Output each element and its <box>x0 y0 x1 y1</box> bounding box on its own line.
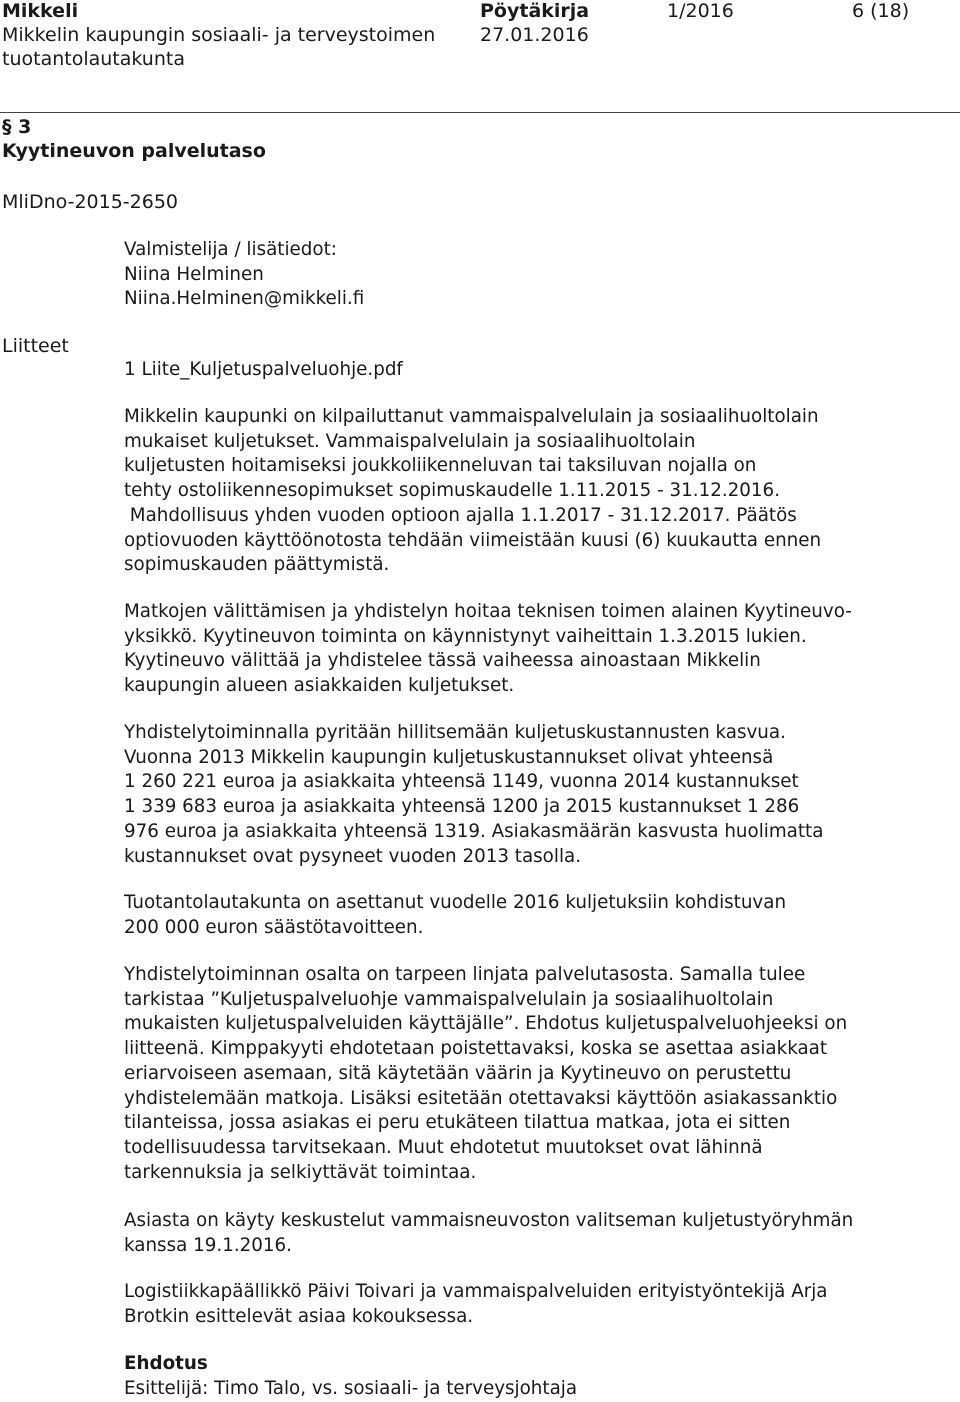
text-line: Logistiikkapäällikkö Päivi Toivari ja vammaispalveluiden erityistyöntekijä Arja <box>124 1281 828 1302</box>
text-line: Asiasta on käyty keskustelut vammaisneuvoston valitseman kuljetustyöryhmän <box>124 1210 854 1231</box>
text-line: tarkennuksia ja selkiyttävät toimintaa. <box>124 1161 477 1183</box>
paragraph-3 <box>124 721 914 869</box>
paragraph-2 <box>124 600 914 699</box>
header-doc-type: Pöytäkirja <box>480 0 590 22</box>
attachments-label: Liitteet <box>2 335 69 357</box>
text-line: tarkistaa ”Kuljetuspalveluohje vammaispalvelulain ja sosiaalihuoltolain <box>124 988 774 1010</box>
page-header <box>0 0 960 113</box>
text-line: 200 000 euron säästötavoitteen. <box>124 916 424 938</box>
paragraph-1 <box>124 405 914 578</box>
text-line: todellisuudessa tarvitsekaan. Muut ehdotetut muutokset ovat lähinnä <box>124 1136 763 1158</box>
paragraph-6 <box>124 1209 914 1258</box>
text-line: mukaiset kuljetukset. Vammaispalvelulain ja sosiaalihuoltolain <box>124 430 696 452</box>
text-line: optiovuoden käyttöönotosta tehdään viimeistään kuusi (6) kuukautta ennen <box>124 529 822 551</box>
proposal-block <box>124 1352 914 1401</box>
preparer-label: Valmistelija / lisätiedot: <box>124 239 337 260</box>
text-line: Brotkin esittelevät asiaa kokouksessa. <box>124 1305 474 1327</box>
text-line: tilanteissa, jossa asiakas ei peru etukäteen tilattua matkaa, jota ei sitten <box>124 1112 791 1134</box>
section-mark: § 3 <box>2 116 32 138</box>
text-line: sopimuskauden päättymistä. <box>124 554 390 576</box>
text-line: eriarvoiseen asemaan, sitä käytetään väärin ja Kyytineuvo on perustettu <box>124 1062 792 1084</box>
text-line: kuljetusten hoitamiseksi joukkoliikenneluvan tai taksiluvan nojalla on <box>124 455 757 477</box>
attachment-list <box>124 358 914 383</box>
proposal-title: Ehdotus <box>124 1353 208 1374</box>
text-line: 1 339 683 euroa ja asiakkaita yhteensä 1200 ja 2015 kustannukset 1 286 <box>124 796 800 818</box>
text-line: yksikkö. Kyytineuvon toiminta on käynnistynyt vaiheittain 1.3.2015 lukien. <box>124 625 807 647</box>
paragraph-4 <box>124 891 914 940</box>
paragraph-5 <box>124 963 914 1185</box>
preparer-name: Niina Helminen <box>124 263 264 285</box>
text-line: kanssa 19.1.2016. <box>124 1234 292 1256</box>
text-line: Kyytineuvo välittää ja yhdistelee tässä vaiheessa ainoastaan Mikkelin <box>124 650 761 672</box>
text-line: Matkojen välittämisen ja yhdistelyn hoitaa teknisen toimen alainen Kyytineuvo- <box>124 601 852 622</box>
text-line: Yhdistelytoiminnan osalta on tarpeen linjata palvelutasosta. Samalla tulee <box>124 964 806 985</box>
header-number: 1/2016 <box>667 0 734 22</box>
text-line: Yhdistelytoiminnalla pyritään hillitsemään kuljetuskustannusten kasvua. <box>124 722 786 743</box>
section-title: Kyytineuvon palvelutaso <box>2 140 266 162</box>
text-line: Mikkelin kaupunki on kilpailuttanut vammaispalvelulain ja sosiaalihuoltolain <box>124 406 819 427</box>
text-line: mukaisten kuljetuspalveluiden käyttäjälle”. Ehdotus kuljetuspalveluohjeeksi on <box>124 1013 848 1035</box>
text-line: liitteenä. Kimppakyyti ehdotetaan poistettavaksi, koska se asettaa asiakkaat <box>124 1038 828 1060</box>
preparer-block <box>124 238 914 312</box>
header-org: Mikkeli <box>2 0 79 22</box>
proposal-presenter: Esittelijä: Timo Talo, vs. sosiaali- ja terveysjohtaja <box>124 1377 578 1399</box>
text-line: kaupungin alueen asiakkaiden kuljetukset. <box>124 675 515 697</box>
text-line: tehty ostoliikennesopimukset sopimuskaudelle 1.11.2015 - 31.12.2016. <box>124 480 781 502</box>
text-line: Tuotantolautakunta on asettanut vuodelle 2016 kuljetuksiin kohdistuvan <box>124 892 787 913</box>
attachment-link[interactable]: 1 Liite_Kuljetuspalveluohje.pdf <box>124 359 403 380</box>
header-page: 6 (18) <box>852 0 910 22</box>
paragraph-7 <box>124 1280 914 1329</box>
preparer-email: Niina.Helminen@mikkeli.fi <box>124 288 365 310</box>
text-line: 976 euroa ja asiakkaita yhteensä 1319. Asiakasmäärän kasvusta huolimatta <box>124 820 824 842</box>
text-line: Vuonna 2013 Mikkelin kaupungin kuljetuskustannukset olivat yhteensä <box>124 746 774 768</box>
text-line: yhdistelemään matkoja. Lisäksi esitetään otettavaksi käyttöön asiakassanktio <box>124 1087 838 1109</box>
header-body-line2: tuotantolautakunta <box>2 48 185 70</box>
text-line: kustannukset ovat pysyneet vuoden 2013 tasolla. <box>124 845 582 867</box>
header-date: 27.01.2016 <box>480 24 589 46</box>
text-line: 1 260 221 euroa ja asiakkaita yhteensä 1149, vuonna 2014 kustannukset <box>124 771 799 793</box>
header-body-line1: Mikkelin kaupungin sosiaali- ja terveystoimen <box>2 24 436 46</box>
text-line: Mahdollisuus yhden vuoden optioon ajalla 1.1.2017 - 31.12.2017. Päätös <box>124 504 797 526</box>
section-dno: MliDno-2015-2650 <box>2 191 179 213</box>
